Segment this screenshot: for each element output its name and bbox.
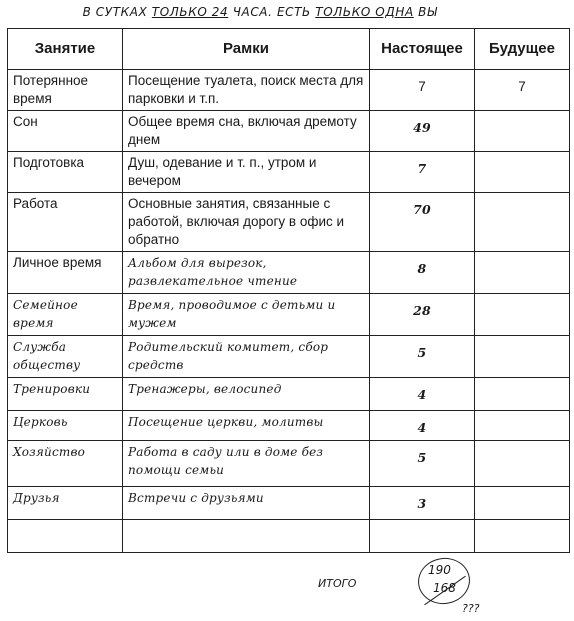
table-row bbox=[8, 294, 570, 336]
column-header-future: Будущее bbox=[475, 29, 570, 70]
cell-scope-text: Встречи с друзьями bbox=[128, 491, 264, 505]
cell-present bbox=[370, 411, 475, 441]
cell-present-text: 49 bbox=[413, 120, 431, 135]
cell-scope bbox=[123, 487, 370, 520]
cell-present-text: 4 bbox=[417, 387, 427, 402]
cell-present-text: 3 bbox=[417, 496, 427, 511]
cell-present-text: 70 bbox=[413, 202, 431, 217]
cell-scope bbox=[123, 520, 370, 553]
cell-future bbox=[475, 336, 570, 378]
cell-scope bbox=[123, 411, 370, 441]
cell-present-text: 7 bbox=[417, 161, 427, 176]
cell-present bbox=[370, 152, 475, 193]
cell-activity bbox=[8, 411, 123, 441]
heading-part-3: ВЫ bbox=[413, 5, 438, 19]
cell-scope-text: Родительский комитет, сбор средств bbox=[128, 340, 329, 372]
cell-scope-text: Время, проводимое с детьми и мужем bbox=[128, 298, 336, 330]
cell-activity-text: Тренировки bbox=[13, 382, 91, 396]
table-row bbox=[8, 441, 570, 487]
cell-present bbox=[370, 111, 475, 152]
cell-scope bbox=[123, 294, 370, 336]
cell-present-text: 7 bbox=[418, 79, 426, 94]
cell-present bbox=[370, 70, 475, 111]
cell-present-text: 5 bbox=[417, 450, 427, 465]
table-row bbox=[8, 487, 570, 520]
cell-present-text: 28 bbox=[413, 303, 431, 318]
cell-activity-text: Личное время bbox=[13, 255, 102, 270]
cell-activity bbox=[8, 193, 123, 252]
table-row bbox=[8, 152, 570, 193]
cell-activity-text: Сон bbox=[13, 114, 38, 129]
table-row bbox=[8, 378, 570, 411]
cell-activity bbox=[8, 441, 123, 487]
cell-activity-text: Служба обществу bbox=[13, 340, 81, 372]
cell-activity-text: Церковь bbox=[13, 415, 68, 429]
cell-activity-text: Хозяйство bbox=[13, 445, 86, 459]
cell-activity bbox=[8, 111, 123, 152]
cell-scope-text: Работа в саду или в доме без помощи семьи bbox=[128, 445, 324, 477]
total-label: ИТОГО bbox=[318, 577, 357, 590]
cell-future bbox=[475, 152, 570, 193]
cell-scope-text: Основные занятия, связанные с работой, включая дорогу в офис и обратно bbox=[128, 196, 345, 247]
column-header-scope: Рамки bbox=[123, 29, 370, 70]
cell-present bbox=[370, 487, 475, 520]
cell-present-text: 4 bbox=[417, 420, 427, 435]
cell-future bbox=[475, 487, 570, 520]
question-marks: ??? bbox=[462, 602, 480, 615]
cell-present bbox=[370, 520, 475, 553]
cell-activity bbox=[8, 487, 123, 520]
cell-activity bbox=[8, 520, 123, 553]
cell-future bbox=[475, 294, 570, 336]
cell-future bbox=[475, 252, 570, 294]
table-row bbox=[8, 252, 570, 294]
cell-activity bbox=[8, 252, 123, 294]
table-row bbox=[8, 336, 570, 378]
heading-underlined-2: ТОЛЬКО ОДНА bbox=[315, 5, 414, 19]
cell-activity bbox=[8, 336, 123, 378]
page-heading bbox=[0, 5, 520, 19]
cell-scope-text: Душ, одевание и т. п., утром и вечером bbox=[128, 155, 317, 188]
cell-activity bbox=[8, 152, 123, 193]
cell-activity-text: Друзья bbox=[13, 491, 60, 505]
cell-present bbox=[370, 252, 475, 294]
heading-part-2: ЧАСА. ЕСТЬ bbox=[228, 5, 316, 19]
cell-activity-text: Работа bbox=[13, 196, 58, 211]
cell-scope-text: Альбом для вырезок, развлекательное чтение bbox=[128, 256, 298, 288]
cell-present bbox=[370, 378, 475, 411]
cell-future-text: 7 bbox=[518, 79, 526, 94]
cell-future bbox=[475, 441, 570, 487]
cell-present bbox=[370, 193, 475, 252]
heading-part-1: В СУТКАХ bbox=[82, 5, 152, 19]
cell-activity bbox=[8, 70, 123, 111]
table-header-row bbox=[8, 29, 570, 70]
cell-present bbox=[370, 294, 475, 336]
cell-activity-text: Подготовка bbox=[13, 155, 85, 170]
cell-scope bbox=[123, 193, 370, 252]
cell-activity-text: Потерянное время bbox=[13, 73, 89, 106]
total-numerator: 190 bbox=[428, 563, 451, 577]
cell-present-text: 5 bbox=[417, 345, 427, 360]
cell-future bbox=[475, 111, 570, 152]
cell-activity bbox=[8, 294, 123, 336]
cell-future bbox=[475, 520, 570, 553]
cell-scope bbox=[123, 336, 370, 378]
cell-present-text: 8 bbox=[417, 261, 427, 276]
cell-activity bbox=[8, 378, 123, 411]
cell-scope-text: Общее время сна, включая дремоту днем bbox=[128, 114, 357, 147]
cell-scope-text: Посещение церкви, молитвы bbox=[128, 415, 324, 429]
time-table bbox=[7, 28, 570, 553]
table-row bbox=[8, 111, 570, 152]
cell-scope bbox=[123, 378, 370, 411]
cell-present bbox=[370, 336, 475, 378]
cell-scope-text: Тренажеры, велосипед bbox=[128, 382, 282, 396]
column-header-present: Настоящее bbox=[370, 29, 475, 70]
table-row bbox=[8, 520, 570, 553]
cell-scope bbox=[123, 152, 370, 193]
cell-scope bbox=[123, 441, 370, 487]
cell-activity-text: Семейное время bbox=[13, 298, 78, 330]
cell-future bbox=[475, 378, 570, 411]
heading-underlined-1: ТОЛЬКО 24 bbox=[151, 5, 229, 19]
cell-scope bbox=[123, 111, 370, 152]
table-row bbox=[8, 70, 570, 111]
table-row bbox=[8, 411, 570, 441]
cell-scope-text: Посещение туалета, поиск места для парковки и т.п. bbox=[128, 73, 364, 106]
cell-scope bbox=[123, 70, 370, 111]
cell-present bbox=[370, 441, 475, 487]
cell-future bbox=[475, 193, 570, 252]
table-row bbox=[8, 193, 570, 252]
column-header-activity: Занятие bbox=[8, 29, 123, 70]
total-denominator: 168 bbox=[433, 581, 456, 595]
cell-future bbox=[475, 411, 570, 441]
cell-scope bbox=[123, 252, 370, 294]
cell-future bbox=[475, 70, 570, 111]
